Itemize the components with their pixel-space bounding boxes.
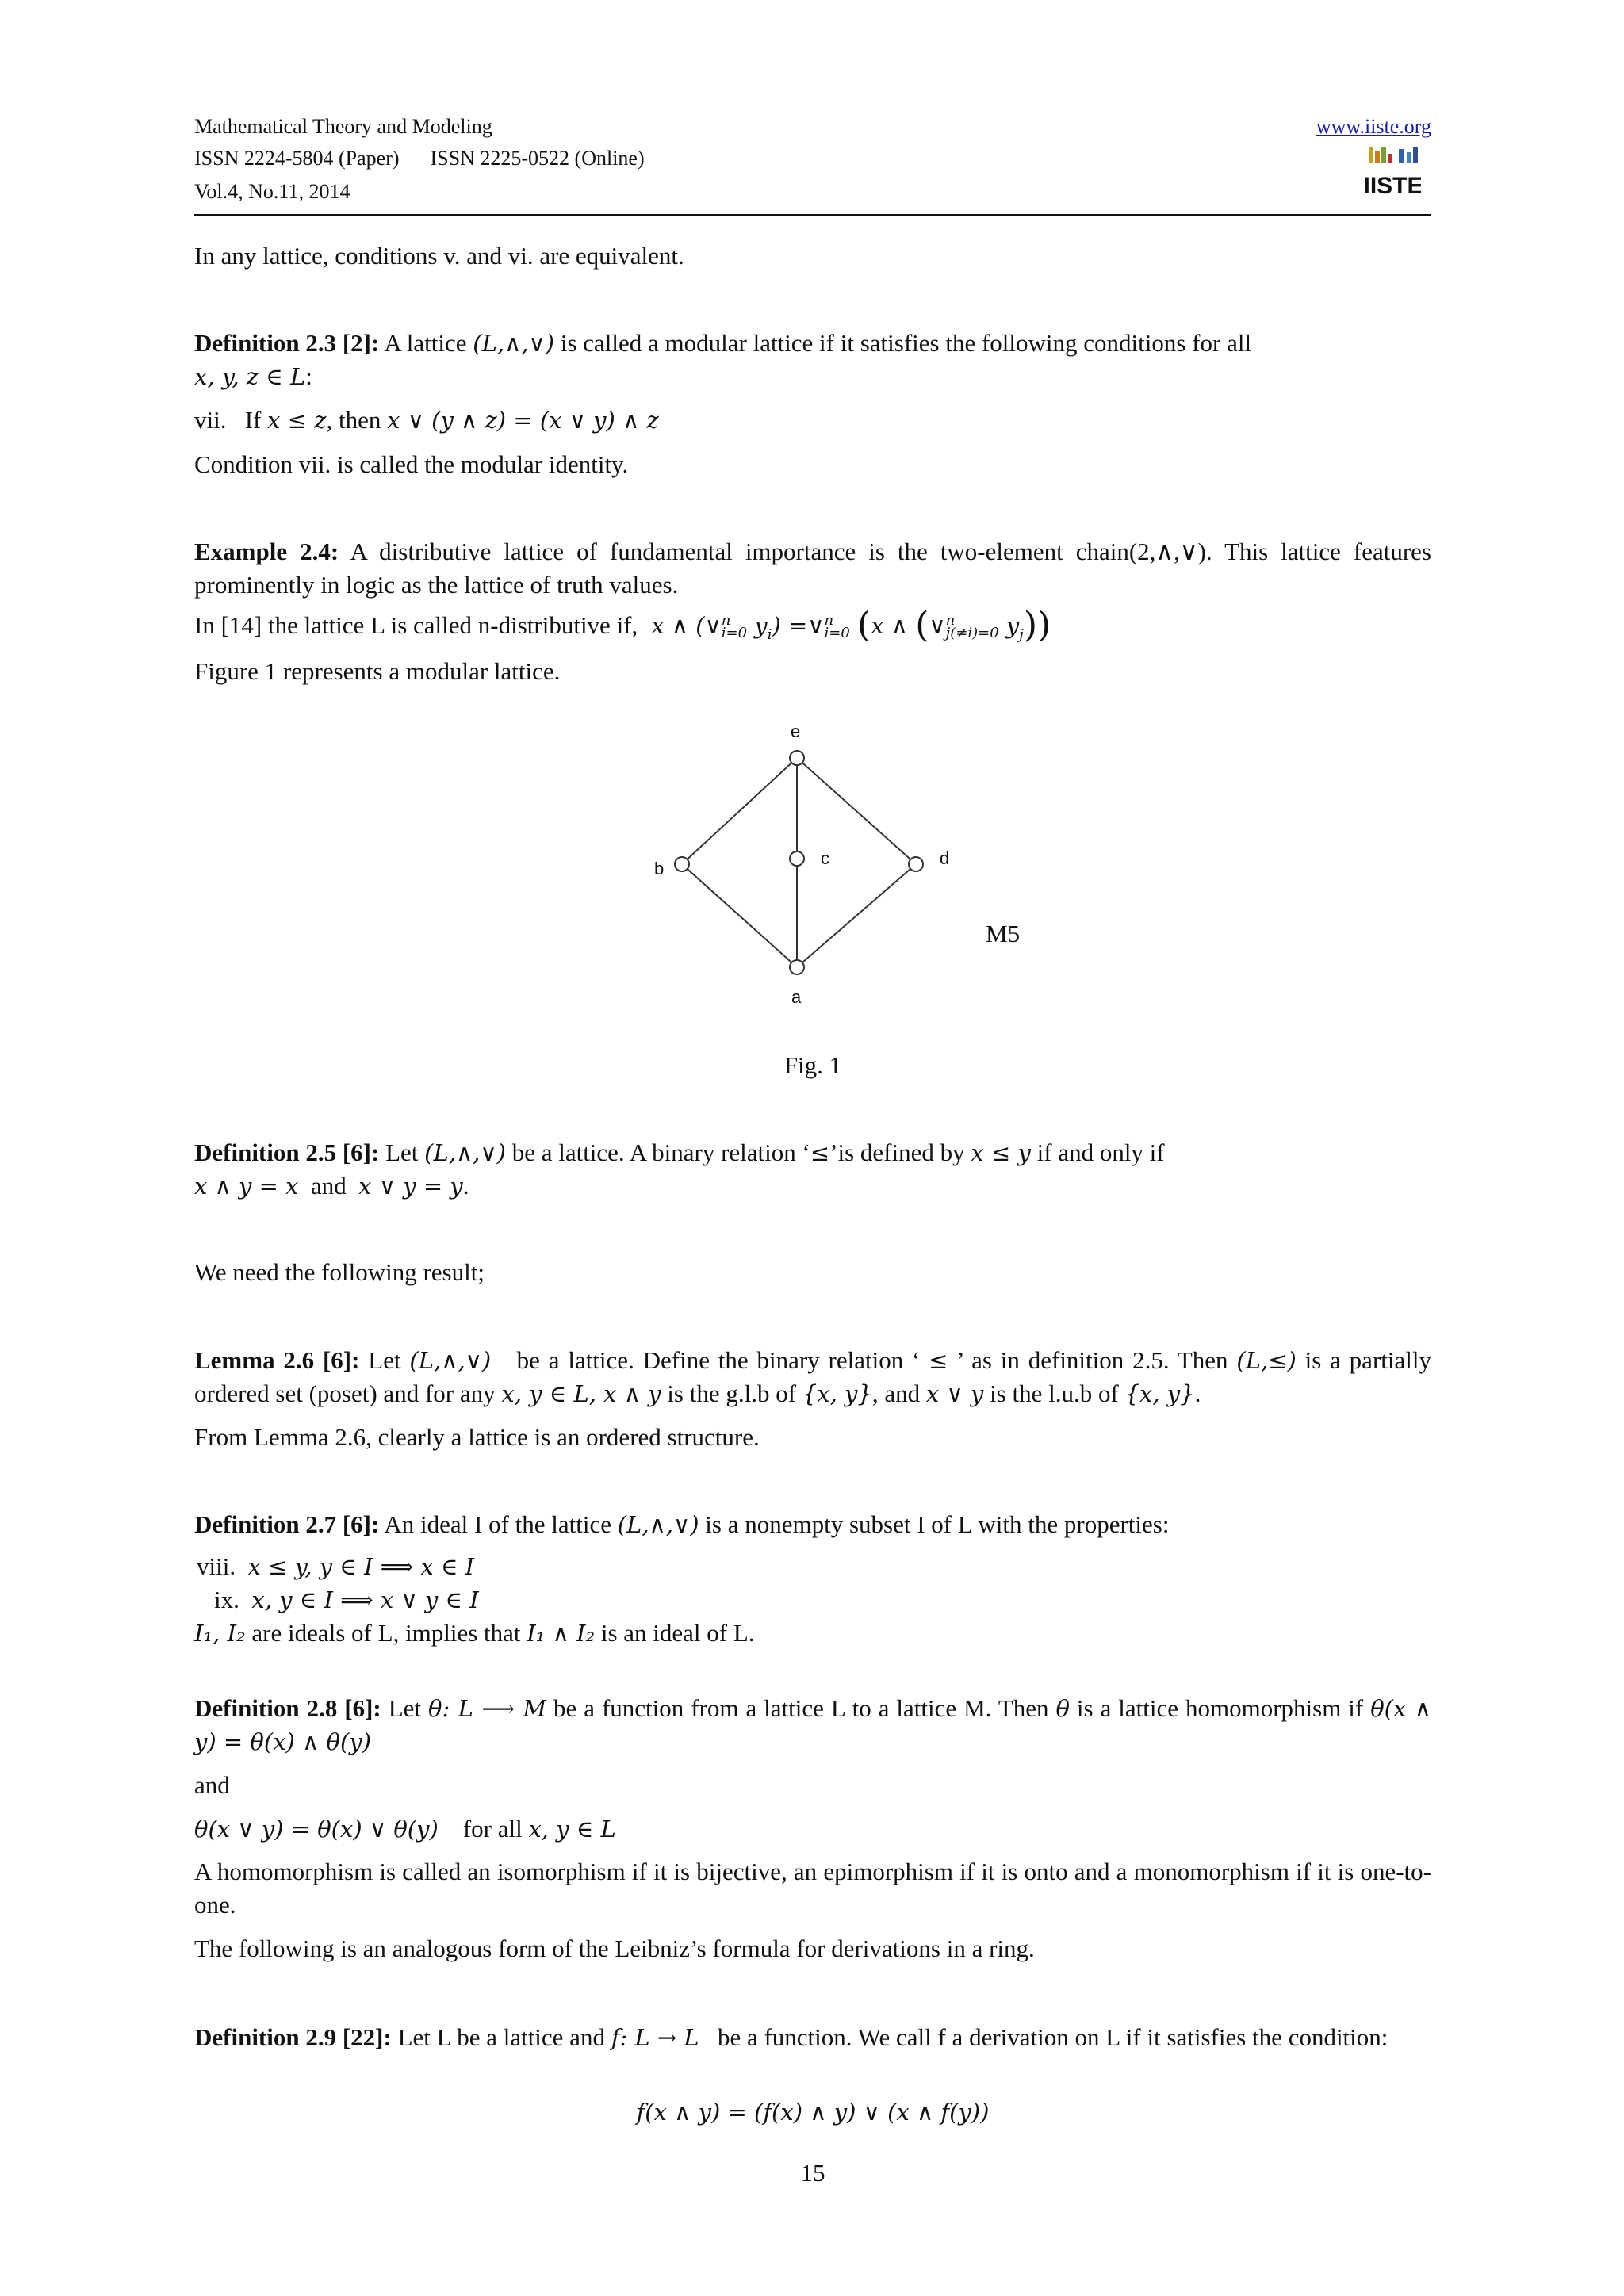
- condition-vii: [194, 404, 1431, 437]
- def28-text-a: Let: [381, 1694, 428, 1722]
- condition-viii: [197, 1550, 1434, 1583]
- leibniz-line: The following is an analogous form of the Leibniz’s formula for derivations in a ring.: [194, 1934, 1035, 1962]
- lem26-math-f: x ∨ y: [925, 1380, 984, 1407]
- ndist-formula: x ∧ (∨ n i=0 $y_i$) =∨ n i=0 (x ∧ (∨ n j(≠i)=0 $y_j$)): [644, 605, 1051, 645]
- ideals-math-b: I₁ ∧ I₂: [527, 1620, 596, 1647]
- lem26-label: Lemma 2.6 [6]:: [194, 1346, 360, 1374]
- label-c: c: [821, 848, 829, 868]
- ex24-text: A distributive lattice of fundamental importance is the two-element chain(2,∧,∨). This lattice features prominently in logic as the lattice of truth values.: [194, 538, 1432, 599]
- iiste-logo: [1365, 146, 1421, 201]
- label-a: a: [791, 987, 802, 1007]
- ix-label: ix.: [214, 1586, 239, 1613]
- def23-math-a: (L,∧,∨): [473, 330, 555, 357]
- def27-text-b: is a nonempty subset I of L with the properties:: [699, 1510, 1170, 1538]
- from-lemma: From Lemma 2.6, clearly a lattice is an ordered structure.: [194, 1423, 760, 1451]
- def23-text-b: is called a modular lattice if it satisfies the following conditions for all: [554, 329, 1252, 357]
- figure-1: [634, 714, 1031, 1015]
- definition-2-8: [194, 1692, 1431, 1758]
- lem26-math-e: {x, y}: [802, 1380, 872, 1407]
- vii-math-b: x ∨ (y ∧ z) = (x ∨ y) ∧ z: [387, 407, 659, 434]
- def28-math-b: θ: [1055, 1695, 1070, 1722]
- lem26-math-b: ≤: [929, 1347, 948, 1374]
- viii-math: x ≤ y, y ∈ I ⟹ x ∈ I: [247, 1553, 475, 1580]
- condition-ix: [214, 1583, 1451, 1617]
- lem26-text-b: be a lattice. Define the binary relation ‘: [491, 1346, 929, 1374]
- label-e: e: [791, 721, 801, 741]
- header-rule: [194, 214, 1431, 216]
- def23-math-b: x, y, z ∈ L: [194, 363, 306, 390]
- def25-math-e: x ∨ y = y: [358, 1173, 463, 1200]
- ix-math: x, y ∈ I ⟹ x ∨ y ∈ I: [251, 1586, 479, 1613]
- label-b: b: [654, 859, 665, 878]
- ex24-label: Example 2.4:: [194, 538, 339, 565]
- node-a: [790, 960, 804, 974]
- lem26-text-f: , and: [871, 1380, 926, 1407]
- def28-math-a: θ: L ⟶ M: [428, 1695, 547, 1722]
- join-homomorphism: [194, 1812, 1431, 1846]
- def25-math-c: x ≤ y: [971, 1139, 1031, 1166]
- ideals-text-a: are ideals of L, implies that: [245, 1619, 527, 1647]
- def29-formula: f(x ∧ y) = (f(x) ∧ y) ∨ (x ∧ f(y)): [636, 2099, 990, 2126]
- node-d: [909, 857, 923, 871]
- def28-math-c: θ(x ∧ y) = θ(x) ∧ θ(y): [194, 1695, 1431, 1755]
- def29-math-a: f: L → L: [611, 2024, 699, 2051]
- lem26-text-h: .: [1194, 1380, 1201, 1407]
- paragraph-equivalent: In any lattice, conditions v. and vi. are equivalent.: [194, 242, 684, 270]
- lem26-math-c: (L,≤): [1236, 1347, 1297, 1374]
- def25-text-f: .: [462, 1172, 469, 1200]
- lem26-text-a: Let: [359, 1346, 410, 1374]
- def23-label: Definition 2.3 [2]:: [194, 329, 380, 357]
- def23-text-c: :: [305, 362, 312, 390]
- n-distributive-line: [194, 605, 1431, 652]
- and-line: and: [194, 1771, 230, 1799]
- ideals-math-a: I₁, I₂: [194, 1620, 246, 1647]
- lem26-math-d: x, y ∈ L, x ∧ y: [501, 1380, 661, 1407]
- def28-math-e: x, y ∈ L: [528, 1816, 616, 1843]
- def28-text-d: for all: [438, 1815, 529, 1843]
- lattice-diagram: [634, 714, 1031, 1015]
- def28-text-b: be a function from a lattice L to a lattice M. Then: [546, 1694, 1056, 1722]
- lem26-text-d: is a partially ordered set (poset) and for any: [194, 1346, 1438, 1407]
- def25-label: Definition 2.5 [6]:: [194, 1138, 380, 1166]
- node-b: [675, 857, 689, 871]
- derivation-formula: [194, 2095, 1431, 2129]
- label-d: d: [940, 848, 950, 868]
- modular-identity-note: Condition vii. is called the modular identity.: [194, 450, 629, 478]
- def23-text-a: A lattice: [379, 329, 473, 357]
- lem26-math-g: {x, y}: [1124, 1380, 1195, 1407]
- def25-math-b: ≤: [810, 1139, 830, 1166]
- lem26-text-g: is the l.u.b of: [983, 1380, 1125, 1407]
- definition-2-5: [194, 1136, 1431, 1203]
- volume-line: Vol.4, No.11, 2014: [194, 180, 350, 203]
- node-c: [790, 851, 804, 866]
- def25-text-a: Let: [379, 1138, 425, 1166]
- lem26-text-e: is the g.l.b of: [661, 1380, 802, 1407]
- vii-label: vii. If: [194, 406, 268, 434]
- definition-2-9: [194, 2021, 1431, 2054]
- page-number: 15: [800, 2159, 825, 2187]
- vii-text: , then: [326, 406, 388, 434]
- def29-label: Definition 2.9 [22]:: [194, 2023, 392, 2051]
- def25-math-a: (L,∧,∨): [424, 1139, 506, 1166]
- example-2-4: [194, 535, 1431, 602]
- def25-text-c: ’is defined by: [829, 1138, 971, 1166]
- figure-intro: Figure 1 represents a modular lattice.: [194, 657, 561, 685]
- ideals-line: [194, 1617, 1431, 1650]
- lemma-2-6: [194, 1344, 1438, 1410]
- def27-label: Definition 2.7 [6]:: [194, 1510, 380, 1538]
- need-result: We need the following result;: [194, 1258, 485, 1286]
- journal-title: Mathematical Theory and Modeling: [194, 115, 492, 138]
- def29-text-b: be a function. We call f a derivation on L if it satisfies the condition:: [699, 2023, 1388, 2051]
- def25-text-d: if and only if: [1030, 1138, 1165, 1166]
- vii-math-a: x ≤ z: [267, 407, 327, 434]
- lem26-math-a: (L,∧,∨): [409, 1347, 492, 1374]
- def27-math-a: (L,∧,∨): [617, 1511, 699, 1538]
- viii-label: viii.: [197, 1552, 236, 1580]
- def25-text-b: be a lattice. A binary relation ‘: [505, 1138, 810, 1166]
- definition-2-3: [194, 327, 1431, 393]
- ndist-text: In [14] the lattice L is called n-distributive if,: [194, 611, 638, 639]
- def25-math-d: x ∧ y = x: [194, 1173, 299, 1200]
- ideals-text-b: is an ideal of L.: [595, 1619, 755, 1647]
- def28-label: Definition 2.8 [6]:: [194, 1694, 381, 1722]
- issn-line: ISSN 2224-5804 (Paper) ISSN 2225-0522 (Online): [194, 147, 645, 170]
- def27-text-a: An ideal I of the lattice: [379, 1510, 618, 1538]
- logo-icon: [1365, 146, 1421, 201]
- homomorphism-types: A homomorphism is called an isomorphism if it is bijective, an epimorphism if it is onto and a monomorphism if it is one-to-one.: [194, 1858, 1431, 1919]
- def29-text-a: Let L be a lattice and: [391, 2023, 611, 2051]
- figure-caption: Fig. 1: [783, 1051, 842, 1079]
- definition-2-7: [194, 1508, 1431, 1541]
- node-e: [790, 751, 804, 765]
- def28-text-c: is a lattice homomorphism if: [1069, 1694, 1371, 1722]
- website-link[interactable]: www.iiste.org: [1316, 115, 1431, 138]
- def28-math-d: θ(x ∨ y) = θ(x) ∨ θ(y): [194, 1816, 439, 1843]
- def25-text-e: and: [298, 1172, 359, 1200]
- logo-text: IISTE: [1365, 173, 1421, 199]
- lem26-text-c: ’ as in definition 2.5. Then: [948, 1346, 1237, 1374]
- figure-name: M5: [986, 920, 1021, 947]
